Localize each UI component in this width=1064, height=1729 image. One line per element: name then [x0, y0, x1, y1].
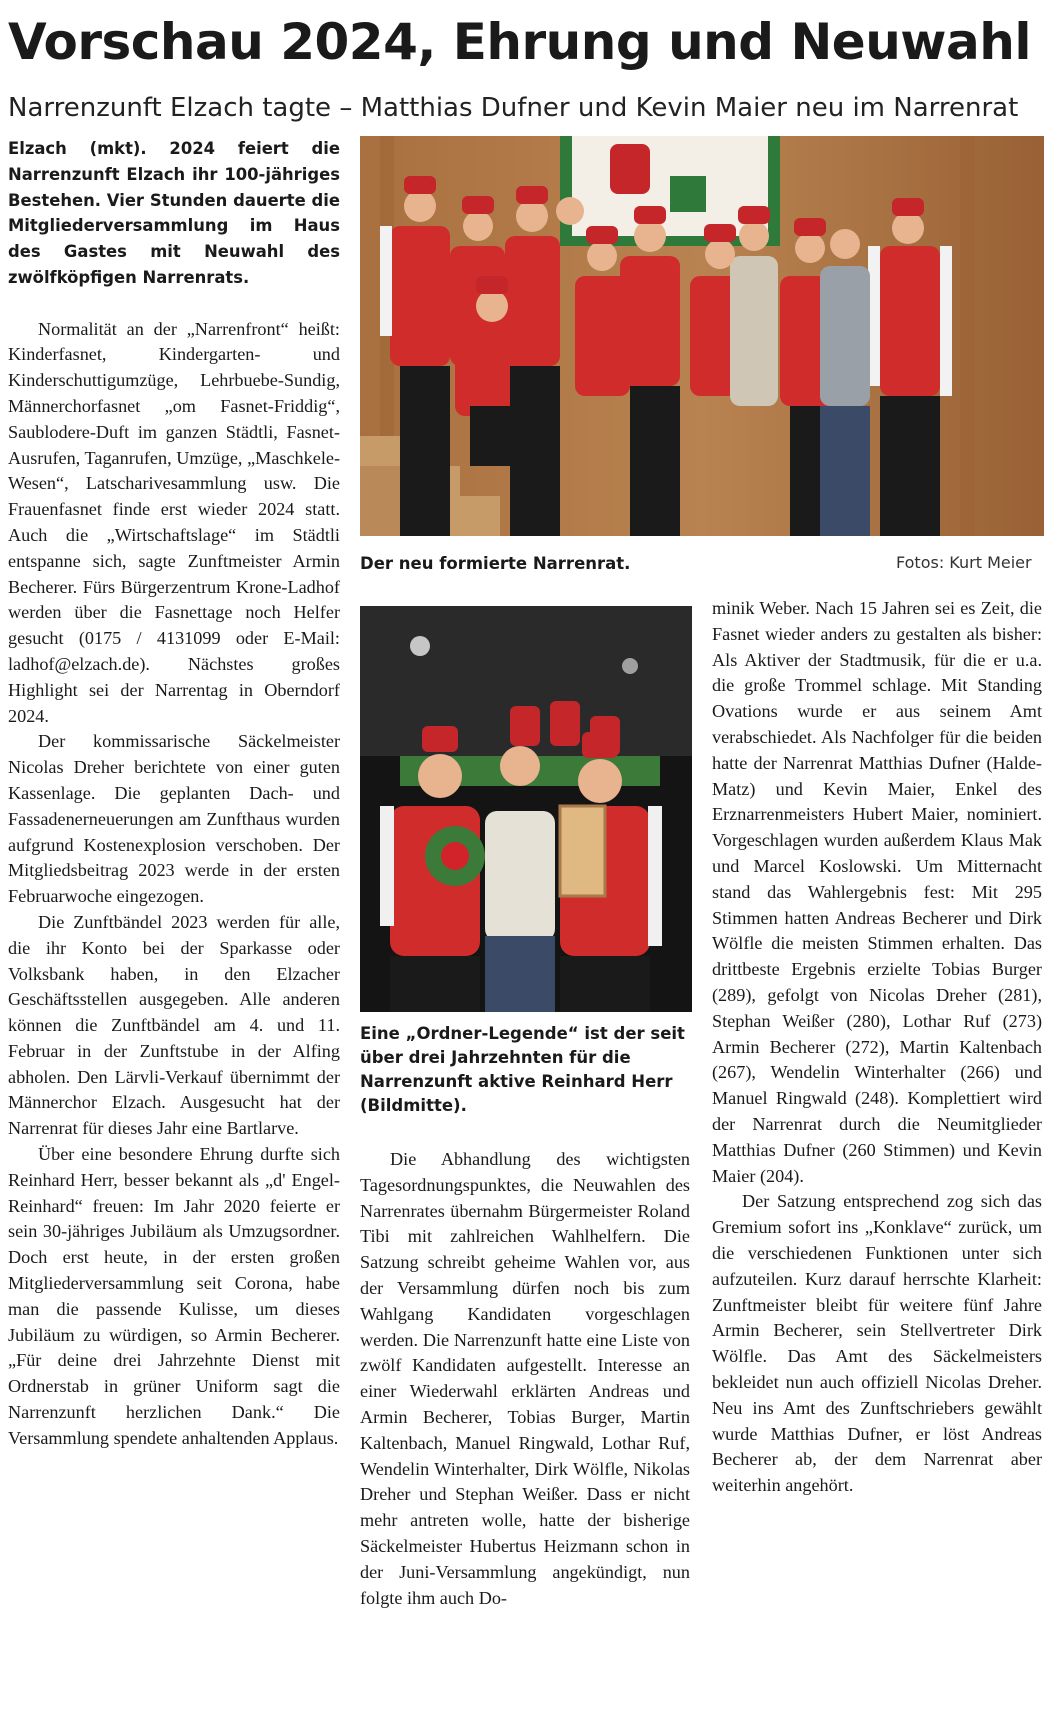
- article-column-1: [8, 136, 340, 1452]
- photo1-caption: Der neu formierte Narrenrat.: [360, 554, 631, 573]
- photo-credit: Fotos: Kurt Meier: [896, 553, 1032, 572]
- body-paragraph: Normalität an der „Narrenfront“ heißt: Kinderfasnet, Kindergarten- und Kinderschuttigumzüge, Lehrbuebe-Sundig, Männerchorfasnet „om Fasnet-Friddig“, Saublodere-Duft im ganzen Städtli, Fasnet-Ausrufen, Taganrufen, Umzüge, „Maschkele-Wesen“, Latscharivesammlung usw. Die Frauenfasnet finde erst wieder 2024 statt. Auch die „Wirtschaftslage“ im Städtli entspanne sich, sagte Zunftmeister Armin Becherer. Fürs Bürgerzentrum Krone-Ladhof werden über die Fasnettage noch Helfer gesucht (0175 / 4131099 oder E-Mail: ladhof@elzach.de). Nächstes großes Highlight sei der Narrentag in Oberndorf 2024.: [8, 318, 340, 726]
- group-photo: [360, 136, 1044, 536]
- honor-photo: [360, 606, 692, 1012]
- headline: Vorschau 2024, Ehrung und Neuwahl: [8, 13, 1031, 71]
- body-paragraph: Über eine besondere Ehrung durfte sich Reinhard Herr, besser bekannt als „d' Engel-Reinhard“ freuen: Im Jahr 2020 feierte er sein 30-jähriges Jubiläum als Umzugsordner. Doch erst heute, in der ersten großen Mitgliederversammlung seit Corona, habe man die passende Kulisse, um dieses Jubiläum zu würdigen, so Armin Becherer. „Für deine drei Jahrzehnte Dienst mit Ordnerstab in grüner Uniform sagt die Narrenzunft herzlichen Dank.“ Die Versammlung spendete anhaltenden Applaus.: [8, 1144, 340, 1448]
- body-paragraph: Die Zunftbändel 2023 werden für alle, die ihr Konto bei der Sparkasse oder Volksbank haben, in den Elzacher Geschäftsstellen ausgegeben. Alle anderen können die Zunftbändel am 4. und 11. Februar in der Zunftstube in der Alfing abholen. Den Lärvli-Verkauf übernimmt der Männerchor Elzach. Ausgesucht hat der Narrenrat für dieses Jahr eine Bartlarve.: [8, 911, 340, 1139]
- body-paragraph: Der kommissarische Säckelmeister Nicolas Dreher berichtete von einer guten Kassenlage. Die geplanten Dach- und Fassadenerneuerungen am Zunfthaus wurden aufgrund Kostenexplosion verschoben. Der Mitgliedsbeitrag 2023 werde in der ersten Februarwoche eingezogen.: [8, 731, 340, 907]
- article-column-3: [712, 596, 1042, 1499]
- subheadline: Narrenzunft Elzach tagte – Matthias Dufner und Kevin Maier neu im Narrenrat: [8, 93, 1019, 123]
- article-column-2: [360, 1147, 690, 1611]
- body-paragraph: Der Satzung entsprechend zog sich das Gremium sofort ins „Konklave“ zurück, um die verschiedenen Funktionen unter sich aufzuteilen. Kurz darauf herrschte Klarheit: Zunftmeister bleibt für weitere fünf Jahre Armin Becherer, sein Stellvertreter Dirk Wölfle. Das Amt des Säckelmeisters bekleidet nun auch offiziell Nicolas Dreher. Neu ins Amt des Zunftschriebers gewählt wurde Matthias Dufner, er löst Andreas Becherer ab, der dem Narrenrat aber weiterhin angehört.: [712, 1191, 1042, 1496]
- lead-paragraph: Elzach (mkt). 2024 feiert die Narrenzunft Elzach ihr 100-jähriges Bestehen. Vier Stunden dauerte die Mitgliederversammlung im Haus des Gastes mit Neuwahl des zwölfköpfigen Narrenrats.: [8, 139, 340, 287]
- photo2-caption: Eine „Ordner-Legende“ ist der seit über drei Jahrzehnten für die Narrenzunft aktive Reinhard Herr (Bildmitte).: [360, 1024, 685, 1115]
- body-paragraph: minik Weber. Nach 15 Jahren sei es Zeit, die Fasnet wieder anders zu gestalten als bisher: Als Aktiver der Stadtmusik, für die er u.a. die große Trommel schlage. Mit Standing Ovations wurde er aus seinem Amt verabschiedet. Als Nachfolger für die beiden hatte der Narrenrat Matthias Dufner (Halde-Matz) und Kevin Maier, Enkel des Erznarrenmeisters Hubert Maier, nominiert. Vorgeschlagen wurden außerdem Klaus Mak und Marcel Koslowski. Um Mitternacht stand das Wahlergebnis fest: Mit 295 Stimmen hatten Andreas Becherer und Dirk Wölfle die meisten Stimmen erhalten. Das drittbeste Ergebnis erzielte Tobias Burger (289), gefolgt von Nicolas Dreher (281), Stephan Weißer (280), Lothar Ruf (273) Armin Becherer (272), Martin Kaltenbach (267), Wendelin Winterhalter (266) und Manuel Ringwald (248). Komplettiert wird der Narrenrat durch die Neumitglieder Matthias Dufner (260 Stimmen) und Kevin Maier (204).: [712, 598, 1042, 1186]
- body-paragraph: Die Abhandlung des wichtigsten Tagesordnungspunktes, die Neuwahlen des Narrenrates übernahm Bürgermeister Roland Tibi mit zahlreichen Wahlhelfern. Die Satzung schreibt geheime Wahlen vor, aus der Versammlung dürfen noch bis zum Wahlgang Kandidaten vorgeschlagen werden. Die Narrenzunft hatte eine Liste von zwölf Kandidaten aufgestellt. Interesse an einer Wiederwahl erklärten Andreas und Armin Becherer, Tobias Burger, Martin Kaltenbach, Manuel Ringwald, Lothar Ruf, Wendelin Winterhalter, Dirk Wölfle, Nikolas Dreher und Stephan Weißer. Dass er nicht mehr antreten wolle, hatte der bisherige Säckelmeister Hubertus Heizmann schon in der Juni-Versammlung angekündigt, nun folgte ihm auch Do-: [360, 1149, 690, 1608]
